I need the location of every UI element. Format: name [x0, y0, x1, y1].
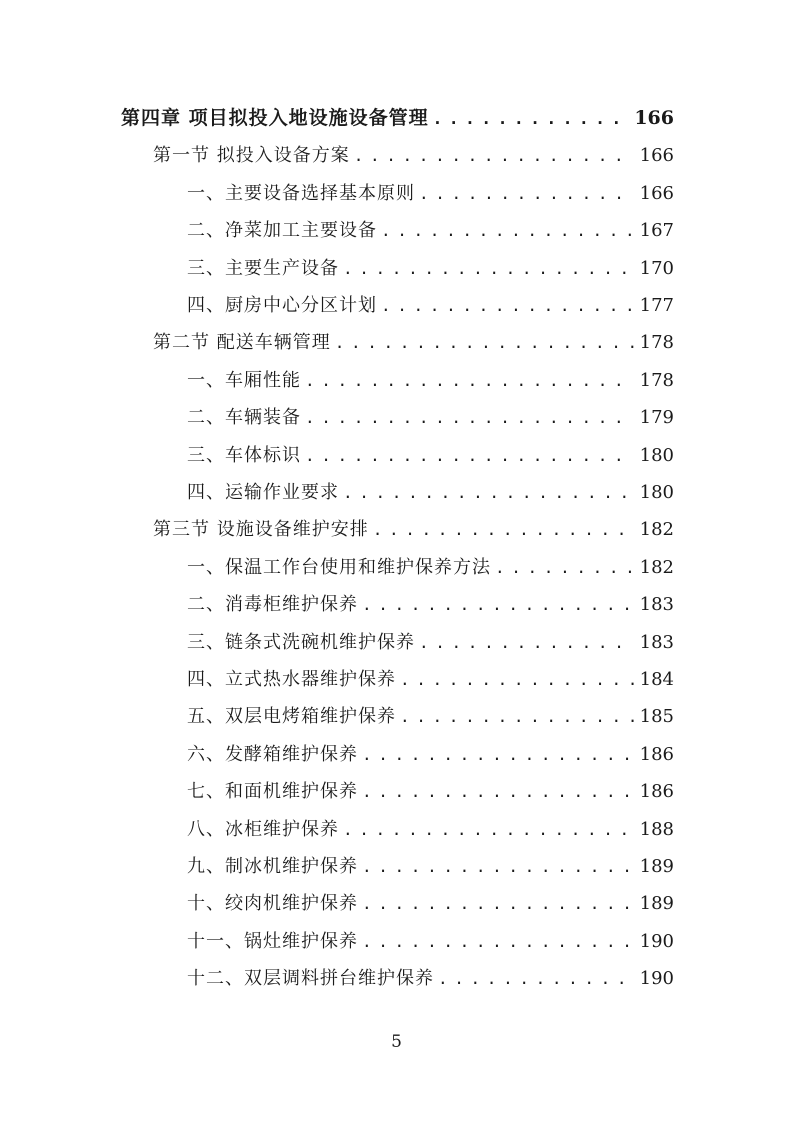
toc-entry-title: 二、消毒柜维护保养 — [187, 594, 358, 616]
toc-leader-dots — [335, 324, 634, 361]
toc-subsection-entry[interactable] — [187, 586, 674, 623]
toc-leader-dots — [400, 661, 634, 698]
toc-entry-title: 八、冰柜维护保养 — [187, 818, 339, 840]
toc-subsection-entry[interactable] — [187, 923, 674, 960]
toc-entry-title: 四、立式热水器维护保养 — [187, 669, 396, 690]
toc-entry-page: 177 — [639, 295, 674, 316]
toc-entry-title: 第三节 设施设备维护安排 — [153, 519, 369, 541]
toc-entry-page: 170 — [639, 257, 674, 279]
toc-entry-title: 三、车体标识 — [187, 444, 301, 466]
toc-subsection-entry[interactable] — [187, 773, 674, 810]
toc-leader-dots — [354, 137, 634, 174]
toc-entry-title: 十一、锅灶维护保养 — [187, 930, 358, 952]
toc-entry-title: 三、主要生产设备 — [187, 257, 339, 279]
toc-entry-page: 186 — [639, 743, 674, 765]
toc-entry-title: 第四章 项目拟投入地设施设备管理 — [121, 107, 429, 129]
toc-entry-title: 一、车厢性能 — [187, 369, 301, 391]
toc-subsection-entry[interactable] — [187, 362, 674, 399]
toc-entry-page: 166 — [634, 107, 674, 129]
toc-chapter-entry[interactable] — [121, 100, 674, 137]
toc-entry-page: 166 — [639, 182, 674, 204]
toc-section-entry[interactable] — [153, 137, 674, 174]
toc-leader-dots — [305, 362, 634, 399]
toc-entry-page: 166 — [639, 145, 674, 167]
toc-entry-title: 三、链条式洗碗机维护保养 — [187, 631, 415, 653]
toc-entry-title: 第一节 拟投入设备方案 — [153, 145, 350, 167]
toc-entry-title: 一、保温工作台使用和维护保养方法 — [187, 556, 491, 578]
toc-entry-page: 179 — [639, 407, 674, 429]
toc-entry-title: 十二、双层调料拼台维护保养 — [187, 968, 434, 990]
toc-entry-title: 九、制冰机维护保养 — [187, 856, 358, 877]
toc-subsection-entry[interactable] — [187, 287, 674, 324]
toc-entry-page: 186 — [639, 781, 674, 803]
toc-entry-title: 六、发酵箱维护保养 — [187, 743, 358, 765]
toc-entry-title: 第二节 配送车辆管理 — [153, 332, 331, 354]
toc-entry-title: 十、绞肉机维护保养 — [187, 893, 358, 915]
toc-entry-page: 182 — [639, 519, 674, 541]
toc-subsection-entry[interactable] — [187, 437, 674, 474]
toc-entry-title: 一、主要设备选择基本原则 — [187, 182, 415, 204]
toc-entry-title: 四、运输作业要求 — [187, 482, 339, 503]
toc-section-entry[interactable] — [153, 511, 674, 548]
toc-leader-dots — [343, 811, 634, 848]
toc-leader-dots — [305, 437, 634, 474]
toc-leader-dots — [438, 960, 634, 997]
toc-subsection-entry[interactable] — [187, 811, 674, 848]
toc-leader-dots — [419, 175, 634, 212]
toc-entry-title: 二、车辆装备 — [187, 407, 301, 429]
toc-section-entry[interactable] — [153, 324, 674, 361]
toc-subsection-entry[interactable] — [187, 960, 674, 997]
toc-entry-page: 190 — [639, 968, 674, 990]
toc-subsection-entry[interactable] — [187, 474, 674, 511]
toc-entry-page: 183 — [639, 631, 674, 653]
page-number: 5 — [391, 1032, 402, 1052]
toc-leader-dots — [419, 624, 634, 661]
toc-subsection-entry[interactable] — [187, 399, 674, 436]
toc-subsection-entry[interactable] — [187, 549, 674, 586]
toc-leader-dots — [362, 736, 634, 773]
toc-entry-page: 180 — [639, 482, 674, 503]
toc-entry-title: 七、和面机维护保养 — [187, 781, 358, 803]
toc-subsection-entry[interactable] — [187, 736, 674, 773]
toc-entry-page: 184 — [639, 669, 674, 690]
toc-leader-dots — [343, 250, 634, 287]
toc-entry-page: 189 — [639, 893, 674, 915]
toc-leader-dots — [362, 923, 634, 960]
toc-leader-dots — [305, 399, 634, 436]
toc-subsection-entry[interactable] — [187, 212, 674, 249]
toc-entry-title: 二、净菜加工主要设备 — [187, 220, 377, 242]
toc-subsection-entry[interactable] — [187, 661, 674, 698]
toc-subsection-entry[interactable] — [187, 848, 674, 885]
toc-subsection-entry[interactable] — [187, 624, 674, 661]
toc-entry-page: 167 — [639, 220, 674, 242]
toc-entry-page: 185 — [639, 706, 674, 728]
toc-entry-page: 183 — [639, 594, 674, 616]
toc-subsection-entry[interactable] — [187, 698, 674, 735]
toc-entry-page: 182 — [639, 556, 674, 578]
toc-leader-dots — [381, 287, 634, 324]
toc-leader-dots — [373, 511, 634, 548]
toc-subsection-entry[interactable] — [187, 250, 674, 287]
toc-leader-dots — [362, 586, 634, 623]
toc-leader-dots — [343, 474, 634, 511]
toc-leader-dots — [362, 848, 634, 885]
toc-entry-page: 190 — [639, 930, 674, 952]
toc-subsection-entry[interactable] — [187, 175, 674, 212]
toc-entry-title: 五、双层电烤箱维护保养 — [187, 706, 396, 728]
toc-leader-dots — [362, 885, 634, 922]
toc-entry-page: 180 — [639, 444, 674, 466]
toc-entry-title: 四、厨房中心分区计划 — [187, 295, 377, 316]
toc-subsection-entry[interactable] — [187, 885, 674, 922]
toc-entry-page: 178 — [639, 369, 674, 391]
toc-leader-dots — [381, 212, 634, 249]
toc-leader-dots — [362, 773, 634, 810]
toc-entry-page: 178 — [639, 332, 674, 354]
toc-entry-page: 189 — [639, 856, 674, 877]
toc-leader-dots — [433, 100, 629, 137]
toc-leader-dots — [495, 549, 634, 586]
toc-leader-dots — [400, 698, 634, 735]
toc-entry-page: 188 — [639, 818, 674, 840]
